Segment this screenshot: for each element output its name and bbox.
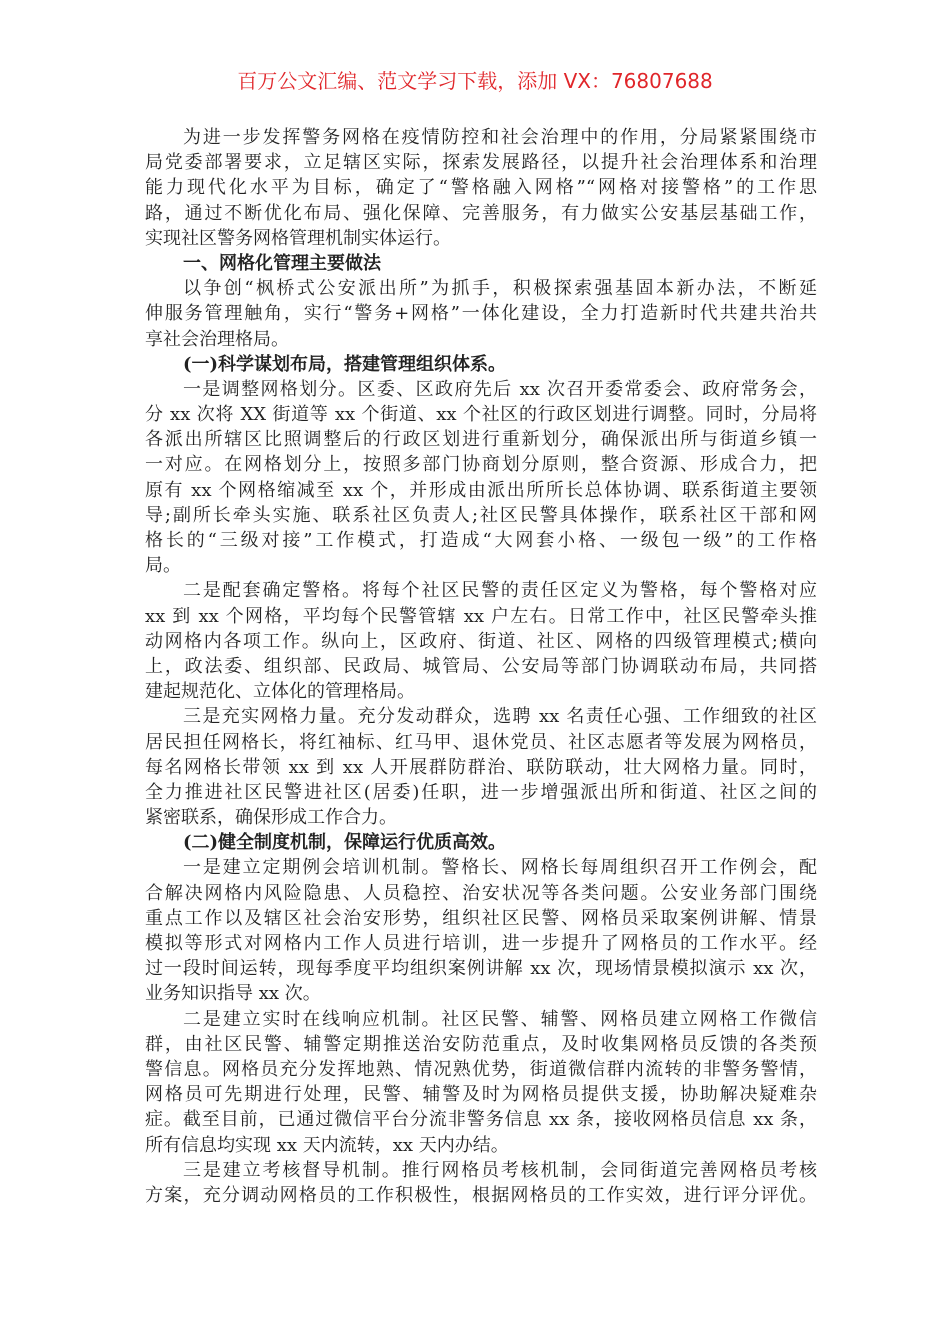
text-line: 一是建立定期例会培训机制。警格长、网格长每周组织召开工作例会，配 <box>183 857 817 879</box>
paragraph <box>145 276 817 352</box>
paragraph <box>145 377 817 579</box>
text-line: 为进一步发挥警务网格在疫情防控和社会治理中的作用，分局紧紧围绕市 <box>183 127 817 148</box>
document-body <box>145 125 817 1208</box>
text-line: 方案，充分调动网格员的工作积极性，根据网格员的工作实效，进行评分评优。 <box>145 1184 817 1206</box>
text-line: xx 到 xx 个网格，平均每个民警管辖 xx 户左右。日常工作中，社区民警牵头推 <box>145 605 817 627</box>
text-line: 三是充实网格力量。充分发动群众，选聘 xx 名责任心强、工作细致的社区 <box>183 706 817 728</box>
paragraph <box>145 1007 817 1158</box>
text-line: 合解决网格内风险隐患、人员稳控、治安状况等各类问题。公安业务部门围绕 <box>145 882 817 904</box>
download-banner: 百万公文汇编、范文学习下载，添加 VX：76807688 <box>237 69 713 93</box>
text-line: 路，通过不断优化布局、强化保障、完善服务，有力做实公安基层基础工作， <box>145 202 817 224</box>
text-line: 实现社区警务网格管理机制实体运行。 <box>145 227 451 249</box>
text-line: 建起规范化、立体化的管理格局。 <box>145 681 415 703</box>
text-line: 局党委部署要求，立足辖区实际，探索发展路径，以提升社会治理体系和治理 <box>145 152 817 174</box>
section-heading <box>145 251 817 276</box>
text-line: 一、网格化管理主要做法 <box>183 252 381 274</box>
text-line: 三是建立考核督导机制。推行网格员考核机制，会同街道完善网格员考核 <box>183 1159 817 1181</box>
text-line: 各派出所辖区比照调整后的行政区划进行重新划分，确保派出所与街道乡镇一 <box>145 429 817 451</box>
text-line: 局。 <box>145 555 181 577</box>
text-line: 全力推进社区民警进社区(居委)任职，进一步增强派出所和街道、社区之间的 <box>145 781 817 803</box>
text-line: 享社会治理格局。 <box>145 328 289 350</box>
paragraph <box>145 855 817 1006</box>
text-line: (一)科学谋划布局，搭建管理组织体系。 <box>183 353 507 375</box>
paragraph <box>145 578 817 704</box>
text-line: (二)健全制度机制，保障运行优质高效。 <box>183 832 507 854</box>
text-line: 紧密联系，确保形成工作合力。 <box>145 807 397 829</box>
text-line: 导;副所长牵头实施、联系社区负责人;社区民警具体操作，联系社区干部和网 <box>145 504 817 526</box>
section-heading <box>145 352 817 377</box>
text-line: 上，政法委、组织部、民政局、城管局、公安局等部门协调联动布局，共同搭 <box>145 655 817 677</box>
text-line: 一对应。在网格划分上，按照多部门协商划分原则，整合资源、形成合力，把 <box>145 454 817 476</box>
text-line: 能力现代化水平为目标，确定了“警格融入网格”“网格对接警格”的工作思 <box>145 177 817 199</box>
text-line: 动网格内各项工作。纵向上，区政府、街道、社区、网格的四级管理模式;横向 <box>145 630 817 652</box>
text-line: 格长的“三级对接”工作模式，打造成“大网套小格、一级包一级”的工作格 <box>145 530 817 551</box>
text-line: 居民担任网格长，将红袖标、红马甲、退休党员、社区志愿者等发展为网格员， <box>145 731 817 753</box>
paragraph <box>145 1158 817 1208</box>
text-line: 网格员可先期进行处理，民警、辅警及时为网格员提供支援，协助解决疑难杂 <box>145 1084 817 1106</box>
text-line: 分 xx 次将 XX 街道等 xx 个街道、xx 个社区的行政区划进行调整。同时，分局将 <box>145 404 817 426</box>
text-line: 伸服务管理触角，实行“警务+网格”一体化建设，全力打造新时代共建共治共 <box>145 303 817 325</box>
text-line: 症。截至目前，已通过微信平台分流非警务信息 xx 条，接收网格员信息 xx 条， <box>145 1109 817 1131</box>
text-line: 警信息。网格员充分发挥地熟、情况熟优势，街道微信群内流转的非警务警情， <box>145 1058 817 1080</box>
text-line: 一是调整网格划分。区委、区政府先后 xx 次召开委常委会、政府常务会， <box>183 378 817 400</box>
text-line: 以争创“枫桥式公安派出所”为抓手，积极探索强基固本新办法，不断延 <box>183 278 817 300</box>
text-line: 过一段时间运转，现每季度平均组织案例讲解 xx 次，现场情景模拟演示 xx 次， <box>145 958 817 980</box>
text-line: 每名网格长带领 xx 到 xx 人开展群防群治、联防联动，壮大网格力量。同时， <box>145 756 817 778</box>
text-line: 模拟等形式对网格内工作人员进行培训，进一步提升了网格员的工作水平。经 <box>145 933 817 954</box>
text-line: 群，由社区民警、辅警定期推送治安防范重点，及时收集网格员反馈的各类预 <box>145 1033 817 1055</box>
text-line: 重点工作以及辖区社会治安形势，组织社区民警、网格员采取案例讲解、情景 <box>145 907 817 929</box>
text-line: 二是配套确定警格。将每个社区民警的责任区定义为警格，每个警格对应 <box>183 580 817 602</box>
text-line: 所有信息均实现 xx 天内流转，xx 天内办结。 <box>145 1134 509 1156</box>
text-line: 原有 xx 个网格缩减至 xx 个，并形成由派出所所长总体协调、联系街道主要领 <box>145 479 817 501</box>
paragraph <box>145 125 817 251</box>
text-line: 二是建立实时在线响应机制。社区民警、辅警、网格员建立网格工作微信 <box>183 1008 817 1030</box>
paragraph <box>145 704 817 830</box>
section-heading <box>145 830 817 855</box>
text-line: 业务知识指导 xx 次。 <box>145 983 321 1005</box>
